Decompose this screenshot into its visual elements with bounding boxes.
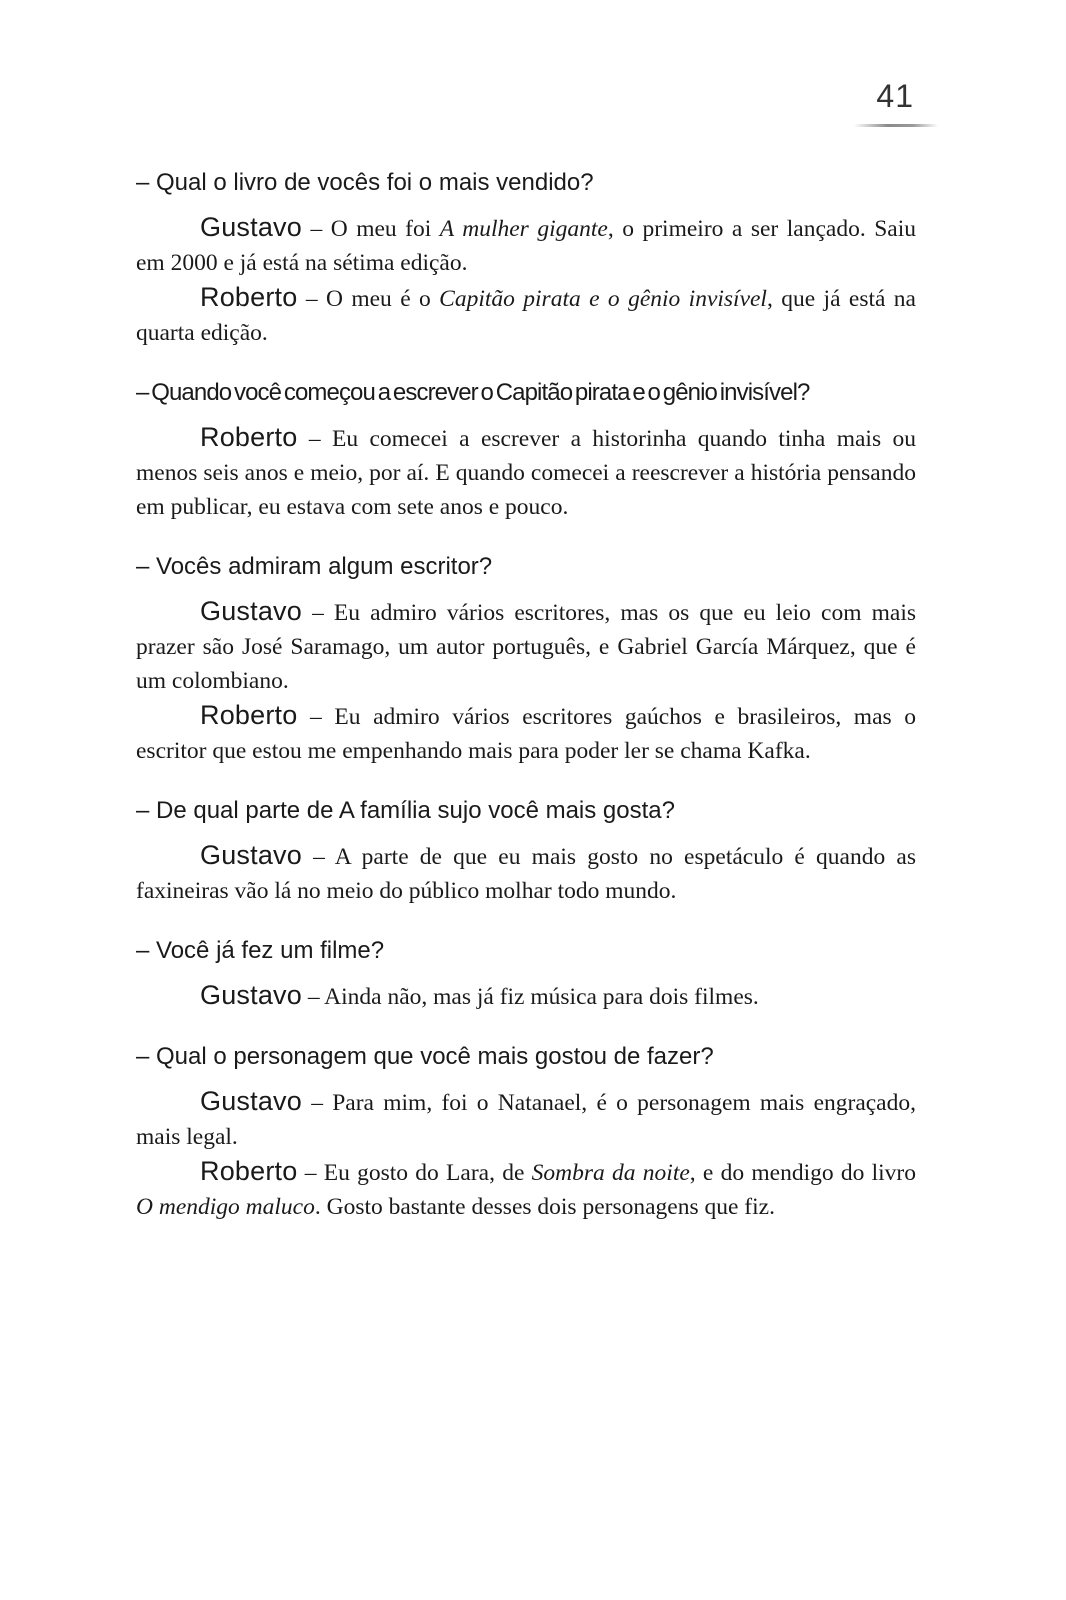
interview-question: – Quando você começou a escrever o Capitão pirata e o gênio invisível?	[136, 379, 810, 406]
answer-text: – Eu admiro vários escritores gaúchos e brasileiros, mas o escritor que estou me empenhando mais para poder ler se chama Kafka.	[136, 704, 916, 764]
interview-question: – Qual o livro de vocês foi o mais vendido?	[136, 169, 594, 196]
answer-text: , o primeiro a ser lançado. Saiu em 2000 e já está na sétima edição.	[136, 216, 916, 276]
interview-block	[136, 376, 916, 524]
book-title: A mulher gigante	[439, 216, 608, 242]
speaker-name: Roberto	[200, 700, 298, 730]
interview-block	[136, 934, 916, 1014]
interview-question: – Você já fez um filme?	[136, 937, 385, 964]
book-title: Capitão pirata e o gênio invisível	[439, 286, 767, 312]
interview-content	[136, 166, 916, 1250]
answer-text: – Eu comecei a escrever a historinha quando tinha mais ou menos seis anos e meio, por aí. E quando comecei a reescrever a história pensando em publicar, eu estava com sete anos e pouco.	[136, 426, 916, 520]
interview-answer	[136, 1154, 916, 1224]
interview-answer	[136, 280, 916, 350]
speaker-name: Gustavo	[200, 1086, 302, 1116]
interview-block	[136, 550, 916, 768]
answer-text: , que já está na quarta edição.	[136, 286, 916, 346]
answer-text: – Eu gosto do Lara, de	[297, 1160, 532, 1186]
interview-block	[136, 1040, 916, 1224]
answer-text: – O meu é o	[297, 286, 440, 312]
interview-question: – De qual parte de A família sujo você mais gosta?	[136, 797, 675, 824]
answer-text: – Eu admiro vários escritores, mas os que eu leio com mais prazer são José Saramago, um autor português, e Gabriel García Márquez, que é um colombiano.	[136, 600, 916, 694]
interview-answer	[136, 1084, 916, 1154]
interview-question: – Qual o personagem que você mais gostou de fazer?	[136, 1043, 714, 1070]
page-number: 41	[876, 78, 914, 114]
answer-text: . Gosto bastante desses dois personagens que fiz.	[314, 1194, 775, 1220]
book-title: Sombra da noite	[531, 1160, 690, 1186]
interview-answer	[136, 978, 916, 1014]
speaker-name: Gustavo	[200, 840, 302, 870]
answer-text: – O meu foi	[301, 216, 440, 242]
interview-answer	[136, 698, 916, 768]
speaker-name: Roberto	[200, 422, 298, 452]
speaker-name: Roberto	[200, 282, 298, 312]
interview-question: – Vocês admiram algum escritor?	[136, 553, 493, 580]
answer-text: , e do mendigo do livro	[689, 1160, 916, 1186]
page-number-rule	[854, 124, 938, 127]
speaker-name: Gustavo	[200, 980, 302, 1010]
answer-text: – Ainda não, mas já fiz música para dois filmes.	[301, 984, 759, 1010]
book-title: O mendigo maluco	[136, 1194, 315, 1220]
interview-answer	[136, 210, 916, 280]
answer-text: – Para mim, foi o Natanael, é o personagem mais engraçado, mais legal.	[136, 1090, 916, 1150]
speaker-name: Roberto	[200, 1156, 298, 1186]
interview-block	[136, 166, 916, 350]
interview-answer	[136, 594, 916, 698]
interview-block	[136, 794, 916, 908]
speaker-name: Gustavo	[200, 212, 302, 242]
interview-answer	[136, 838, 916, 908]
interview-answer	[136, 420, 916, 524]
speaker-name: Gustavo	[200, 596, 302, 626]
answer-text: – A parte de que eu mais gosto no espetáculo é quando as faxineiras vão lá no meio do público molhar todo mundo.	[136, 844, 916, 904]
